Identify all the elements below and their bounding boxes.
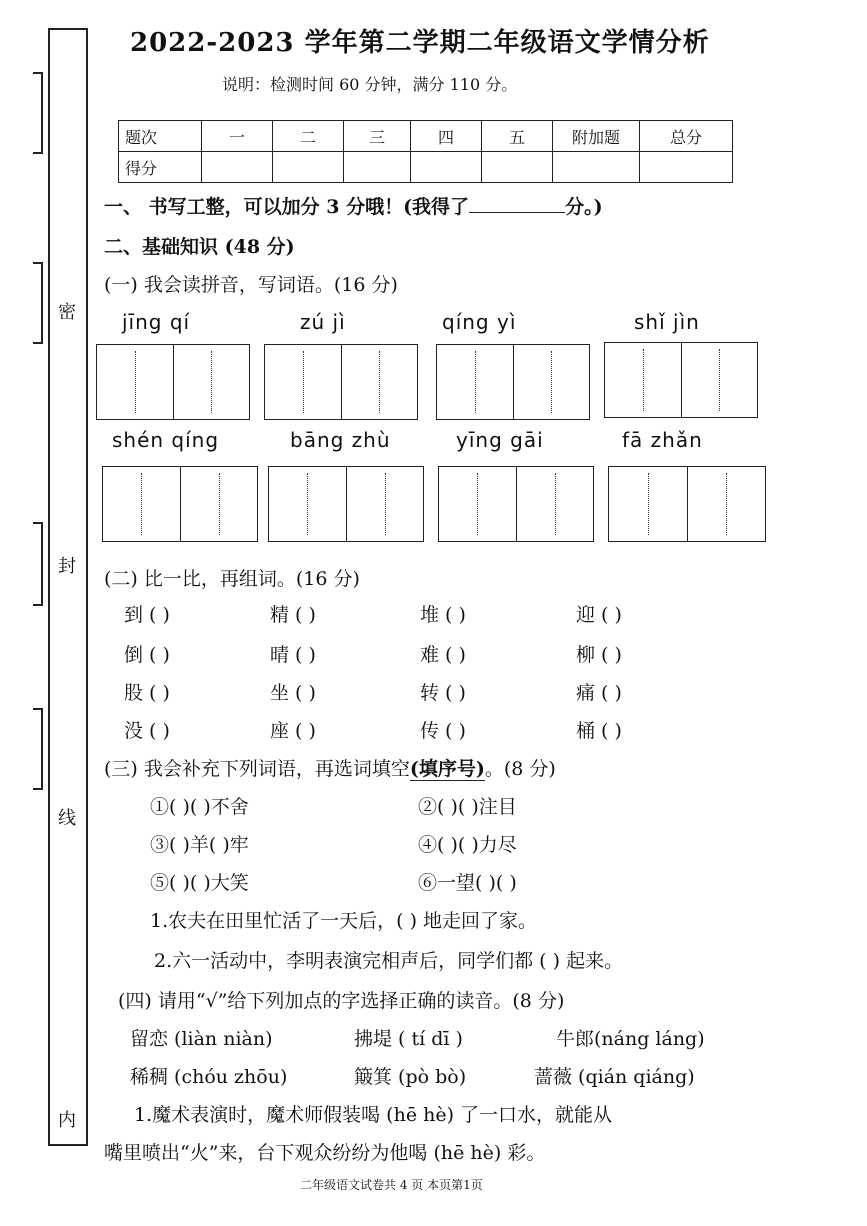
pinyin-label: fā zhǎn (622, 428, 703, 452)
margin-char-xian: 线 (58, 808, 76, 829)
writing-grid[interactable] (438, 466, 594, 542)
pinyin-label: yīng gāi (456, 428, 544, 452)
page-title: 2022-2023 学年第二学期二年级语文学情分析 (130, 28, 710, 58)
section3-title (104, 754, 556, 781)
pinyin-label: jīng qí (122, 310, 191, 334)
writing-grid[interactable] (264, 344, 418, 420)
section1-title: (一) 我会读拼音，写词语。(16 分) (104, 274, 398, 296)
margin-char-feng: 封 (58, 556, 76, 577)
pinyin-label: bāng zhù (290, 428, 391, 452)
binding-bracket (33, 72, 43, 154)
fill-question-2[interactable]: 2.六一活动中，李明表演完相声后，同学们都 ( ) 起来。 (154, 950, 624, 972)
word-group-item[interactable]: 精 ( ) (270, 604, 316, 626)
word-group-item[interactable]: 没 ( ) (124, 720, 170, 742)
section3-title-score: 。(8 分) (484, 758, 556, 780)
writing-grid[interactable] (608, 466, 766, 542)
table-cell: 一 (202, 121, 273, 152)
word-group-item[interactable]: 坐 ( ) (270, 682, 316, 704)
reading-choice[interactable]: 拂堤 ( tí dī ) (354, 1028, 463, 1050)
score-cell[interactable] (640, 152, 733, 183)
section3-title-emphasis: (填序号) (409, 758, 485, 780)
word-group-item[interactable]: 堆 ( ) (420, 604, 466, 626)
pinyin-label: zú jì (300, 310, 346, 334)
table-row (119, 121, 733, 152)
table-row (119, 152, 733, 183)
writing-grid[interactable] (102, 466, 258, 542)
score-cell[interactable] (553, 152, 640, 183)
table-cell: 题次 (119, 121, 202, 152)
idiom-item[interactable]: ③( )羊( )牢 (150, 834, 249, 856)
word-group-item[interactable]: 股 ( ) (124, 682, 170, 704)
table-cell: 四 (411, 121, 482, 152)
reading-choice[interactable]: 留恋 (liàn niàn) (130, 1028, 273, 1050)
writing-grid[interactable] (436, 344, 590, 420)
margin-char-mi: 密 (58, 302, 76, 323)
idiom-item[interactable]: ④( )( )力尽 (418, 834, 517, 856)
writing-grid[interactable] (96, 344, 250, 420)
table-cell: 五 (482, 121, 553, 152)
reading-choice[interactable]: 牛郎(náng láng) (556, 1028, 705, 1050)
binding-bracket (33, 708, 43, 790)
word-group-item[interactable]: 桶 ( ) (576, 720, 622, 742)
section3-title-main: (三) 我会补充下列词语，再选词填空 (104, 758, 410, 780)
word-group-item[interactable]: 晴 ( ) (270, 644, 316, 666)
score-cell[interactable] (411, 152, 482, 183)
score-table (118, 120, 733, 183)
reading-choice[interactable]: 簸箕 (pò bò) (354, 1066, 467, 1088)
score-cell[interactable] (202, 152, 273, 183)
writing-grid[interactable] (604, 342, 758, 418)
table-cell: 附加题 (553, 121, 640, 152)
section4-title: (四) 请用“√”给下列加点的字选择正确的读音。(8 分) (118, 990, 565, 1012)
idiom-item[interactable]: ①( )( )不舍 (150, 796, 249, 818)
reading-choice[interactable]: 蔷薇 (qián qiáng) (534, 1066, 695, 1088)
idiom-item[interactable]: ⑥一望( )( ) (418, 872, 517, 894)
binding-bracket (33, 522, 43, 606)
part1-suffix: 分。) (565, 196, 603, 218)
score-cell[interactable] (482, 152, 553, 183)
binding-bracket (33, 262, 43, 344)
word-group-item[interactable]: 难 ( ) (420, 644, 466, 666)
pinyin-label: qíng yì (442, 310, 517, 334)
idiom-item[interactable]: ②( )( )注目 (418, 796, 517, 818)
reading-question-line[interactable]: 1.魔术表演时，魔术师假装喝 (hē hè) 了一口水，就能从 (134, 1104, 613, 1126)
writing-grid[interactable] (268, 466, 424, 542)
word-group-item[interactable]: 痛 ( ) (576, 682, 622, 704)
part2-title: 二、基础知识 (48 分) (104, 236, 295, 258)
section2-title: (二) 比一比，再组词。(16 分) (104, 568, 360, 590)
idiom-item[interactable]: ⑤( )( )大笑 (150, 872, 249, 894)
word-group-item[interactable]: 柳 ( ) (576, 644, 622, 666)
binding-margin (48, 28, 88, 1146)
reading-question-line[interactable]: 嘴里喷出“火”来，台下观众纷纷为他喝 (hē hè) 彩。 (104, 1142, 546, 1164)
score-cell[interactable] (344, 152, 411, 183)
part1-line (104, 192, 603, 219)
word-group-item[interactable]: 传 ( ) (420, 720, 466, 742)
score-cell[interactable] (273, 152, 344, 183)
exam-note: 说明：检测时间 60 分钟，满分 110 分。 (222, 75, 518, 94)
table-cell: 得分 (119, 152, 202, 183)
reading-choice[interactable]: 稀稠 (chóu zhōu) (130, 1066, 288, 1088)
part1-text: 一、 书写工整，可以加分 3 分哦！(我得了 (104, 196, 470, 218)
pinyin-label: shǐ jìn (634, 310, 700, 334)
word-group-item[interactable]: 迎 ( ) (576, 604, 622, 626)
handwriting-score-blank[interactable] (469, 194, 565, 213)
pinyin-label: shén qíng (112, 428, 220, 452)
table-cell: 三 (344, 121, 411, 152)
table-cell: 总分 (640, 121, 733, 152)
word-group-item[interactable]: 倒 ( ) (124, 644, 170, 666)
word-group-item[interactable]: 座 ( ) (270, 720, 316, 742)
word-group-item[interactable]: 到 ( ) (124, 604, 170, 626)
fill-question-1[interactable]: 1.农夫在田里忙活了一天后，( ) 地走回了家。 (150, 910, 538, 932)
page-footer: 二年级语文试卷共 4 页 本页第1页 (300, 1178, 483, 1192)
table-cell: 二 (273, 121, 344, 152)
word-group-item[interactable]: 转 ( ) (420, 682, 466, 704)
margin-char-nei: 内 (58, 1110, 76, 1131)
